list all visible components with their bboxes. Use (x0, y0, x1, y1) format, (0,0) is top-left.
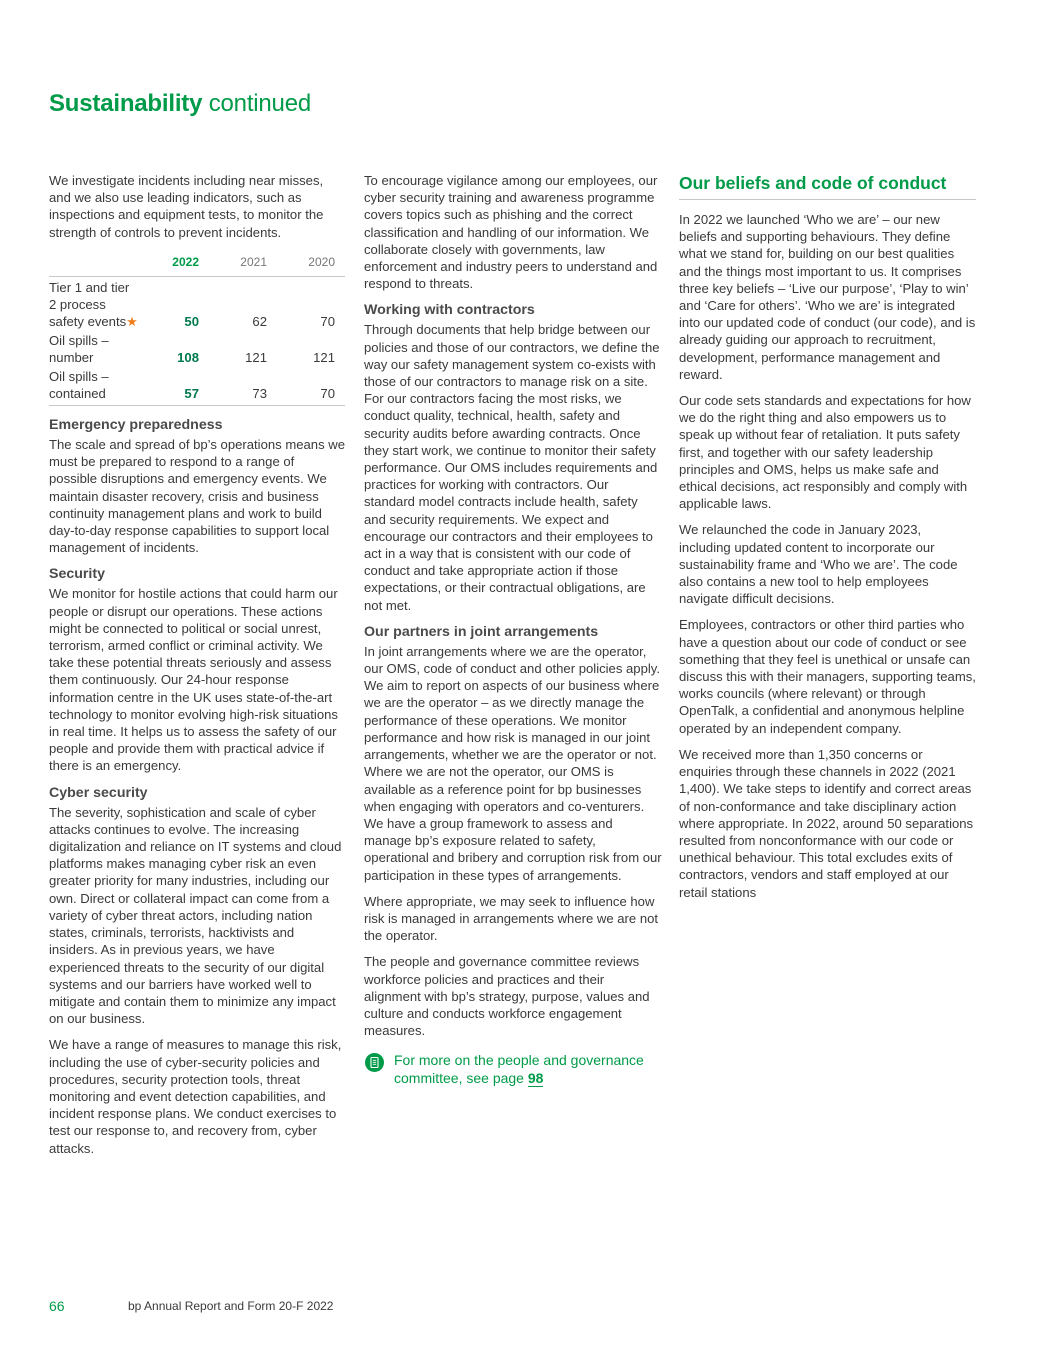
beliefs-paragraph: In 2022 we launched ‘Who we are’ – our new beliefs and supporting behaviours. They define what we stand for, building on our best qualities and the things most important to us. It comprises three key beliefs – ‘Live our purpose’, ‘Play to win’ and ‘Care for others’. ‘Who we are’ is integrated into our updated code of conduct (our code), and is already guiding our approach to recruitment, development, performance management and reward. (679, 212, 976, 382)
cyber-text: The severity, sophistication and scale of cyber attacks continues to evolve. The increasing digitalization and reliance on IT systems and cloud platforms makes managing cyber risk an even greater priority for many industries, including our own. Direct or collateral impact can come from a variety of cyber threat actors, including nation states, criminals, terrorists, hacktivists and insiders. As in previous years, we have experienced threats to the security of our digital systems and our barriers have worked well to mitigate and contain them to minimize any impact on our business. (49, 804, 342, 1027)
value-2021: 62 (252, 314, 267, 330)
security-text: We monitor for hostile actions that could harm our people or disrupt our operations. These actions might be connected to political or social unrest, terrorism, armed conflict or criminal activity. We take these potential threats seriously and assess them continuously. Our 24-hour response information centre in the UK uses state-of-the-art technology to monitor evolving high-risk situations in real time. It helps us to assess the safety of our people and provide them with practical advice if there is an emergency. (49, 586, 338, 774)
row-label-line: contained (49, 386, 106, 402)
column-left (49, 172, 345, 1166)
cyber-heading: Cyber security (49, 784, 148, 801)
governance-committee-text: The people and governance committee reviews workforce policies and practices and their alignment with bp’s strategy, purpose, values and culture and conducts workforce engagement measures. (364, 954, 650, 1039)
page-link[interactable]: 98 (527, 1070, 544, 1087)
row-label-line: 2 process (49, 297, 106, 313)
row-label-line: safety events (49, 314, 127, 330)
table-row (49, 277, 345, 331)
contractors-heading: Working with contractors (364, 302, 535, 319)
table-header-2020: 2020 (277, 250, 345, 277)
partners-influence-text: Where appropriate, we may seek to influence how risk is managed in arrangements where we are not the operator. (364, 893, 659, 944)
vigilance-text: To encourage vigilance among our employees, our cyber security training and awareness programme covers topics such as phishing and the correct classification and handling of our information. We collaborate closely with governments, law enforcement and industry peers to understand and respond to threats. (364, 173, 658, 292)
page-title (49, 90, 311, 118)
column-right (679, 172, 976, 910)
value-2020: 70 (320, 314, 335, 330)
column-middle (364, 172, 662, 1087)
partners-text: In joint arrangements where we are the operator, our OMS, code of conduct and other policies apply. We aim to report on aspects of our business where we are the operator – as we directly manage the performance of these operations. We monitor performance and how risk is managed in our joint arrangements, whether we are the operator or not. Where we are not the operator, our OMS is available as a reference point for bp businesses when engaging with operators and co-venturers. We have a group framework to assess and manage bp’s exposure related to safety, operational and bribery and corruption risk from our participation in these types of arrangements. (364, 643, 662, 883)
cyber-measures-text: We have a range of measures to manage this risk, including the use of cyber-security policies and procedures, security protection tools, threat monitoring and event detection capabilities, and incident response plans. We conduct exercises to test our response to, and recovery from, cyber attacks. (49, 1037, 342, 1156)
value-2020: 70 (320, 386, 335, 402)
publication-title: bp Annual Report and Form 20-F 2022 (128, 1299, 334, 1313)
value-2021: 73 (252, 386, 267, 402)
row-label (49, 366, 141, 406)
contractors-text: Through documents that help bridge between our policies and those of our contractors, we define the way our safety management system co-exists with those of our contractors to manage risk on a site. For our contractors facing the most risks, we conduct quality, technical, health, safety and security audits before awarding contracts. Once they start work, we continue to monitor their safety performance. Our OMS includes requirements and practices for working with contractors. Our standard model contracts include health, safety and security requirements. We expect and encourage our contractors and their employees to act in a way that is consistent with our code of conduct and take appropriate action if those expectations, or their contractual obligations, are not met. (364, 322, 660, 613)
partners-heading: Our partners in joint arrangements (364, 623, 599, 640)
value-2022: 50 (184, 314, 199, 330)
row-label (49, 277, 141, 331)
security-heading: Security (49, 566, 105, 583)
row-label-line: Oil spills – (49, 333, 109, 349)
table-row (49, 366, 345, 406)
row-label-line: Oil spills – (49, 369, 109, 385)
value-2020: 121 (313, 350, 335, 366)
document-icon (365, 1053, 384, 1072)
emergency-heading: Emergency preparedness (49, 417, 223, 434)
assured-star-icon: ★ (126, 314, 138, 330)
row-label-line: Tier 1 and tier (49, 280, 130, 296)
table-row (49, 330, 345, 366)
page-title-continued: continued (208, 90, 312, 117)
value-2022: 57 (184, 386, 199, 402)
concerns-paragraph: We received more than 1,350 concerns or enquiries through these channels in 2022 (2021 1,400). We take steps to identify and correct areas of non-conformance and take disciplinary action where appropriate. In 2022, around 50 separations resulted from nonconformance with our code or unethical behaviour. This total excludes exits of contractors, vendors and staff employed at our retail stations (679, 746, 974, 900)
cross-reference-text: For more on the people and governance committee, see page (394, 1052, 644, 1087)
row-label-line: number (49, 350, 94, 366)
table-header-2022: 2022 (141, 250, 209, 277)
code-paragraph: Our code sets standards and expectations for how we do the right thing and also empowers us to speak up without fear of retaliation. It puts safety first, and together with our safety leadership principles and OMS, helps us make safe and ethical decisions, act responsibly and comply with applicable laws. (679, 393, 971, 512)
relaunch-paragraph: We relaunched the code in January 2023, including updated content to incorporate our sustainability frame and ‘Who we are’. The code also contains a new tool to help employees navigate difficult decisions. (679, 522, 958, 607)
emergency-text: The scale and spread of bp’s operations means we must be prepared to respond to a range of possible disruptions and emergency events. We maintain disaster recovery, crisis and business continuity management plans and work to build day-to-day response capabilities to support local management of incidents. (49, 437, 346, 556)
incidents-intro: We investigate incidents including near misses, and we also use leading indicators, such as inspections and equipment tests, to monitor the strength of controls to prevent incidents. (49, 173, 324, 240)
page-title-bold: Sustainability (49, 90, 203, 117)
value-2021: 121 (245, 350, 267, 366)
table-header-2021: 2021 (209, 250, 277, 277)
safety-stats-table (49, 250, 345, 406)
row-label (49, 330, 141, 366)
cross-reference-link[interactable] (364, 1051, 662, 1087)
beliefs-heading: Our beliefs and code of conduct (679, 172, 976, 200)
page-number: 66 (49, 1298, 65, 1314)
value-2022: 108 (177, 350, 199, 366)
table-header-row (49, 250, 345, 277)
table-header-label (49, 250, 141, 277)
speak-up-paragraph: Employees, contractors or other third parties who have a question about our code of conduct or see something that they feel is unethical or unsafe can discuss this with their managers, supporting teams, works councils (where relevant) or through OpenTalk, a confidential and anonymous helpline operated by an independent company. (679, 617, 976, 736)
